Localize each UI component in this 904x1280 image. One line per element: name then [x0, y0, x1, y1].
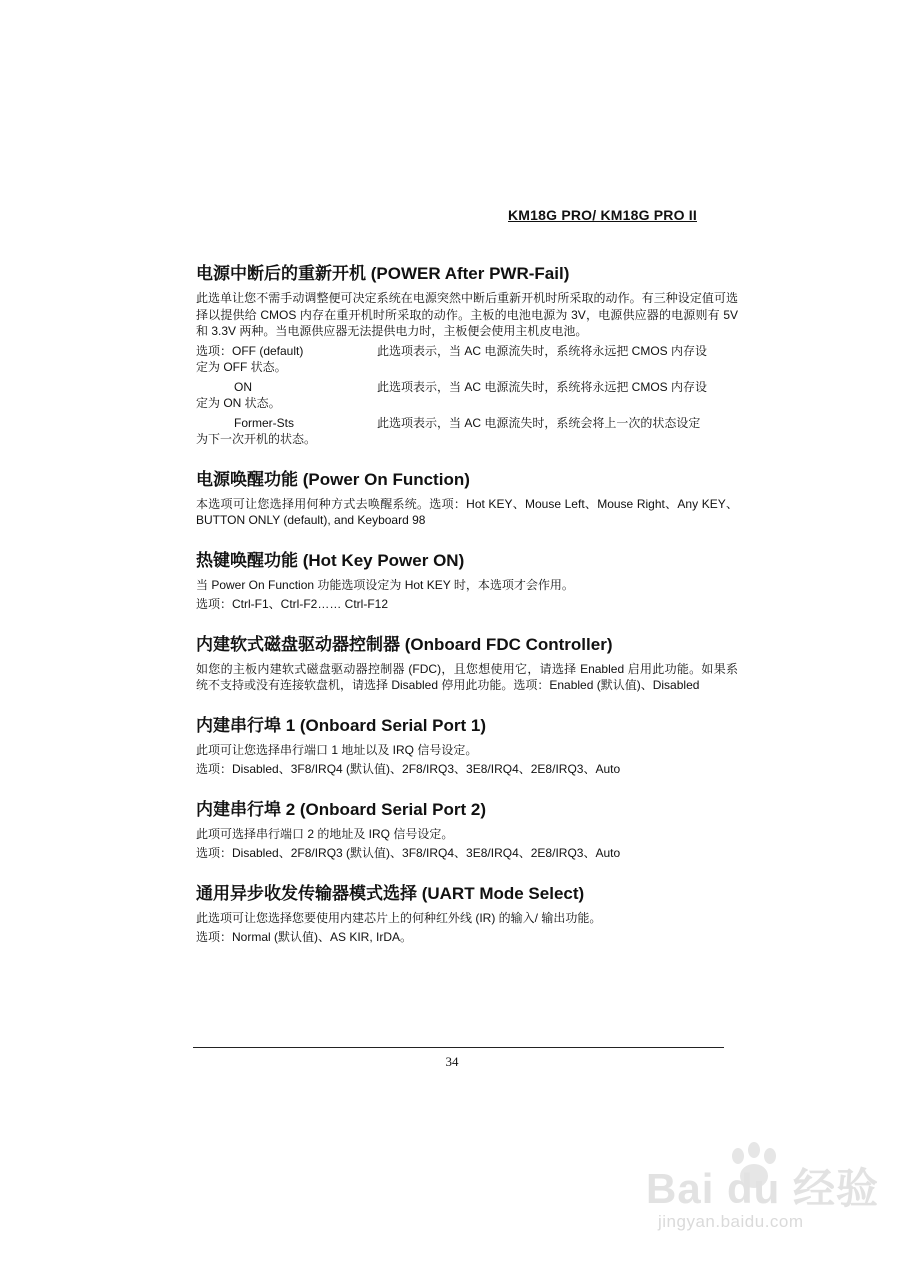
option-description-continued: 定为 OFF 状态。 [196, 360, 287, 374]
section-power-on-function [196, 468, 738, 529]
section-power-after-pwr-fail [196, 262, 738, 448]
section-onboard-serial-port-2 [196, 798, 738, 862]
section-paragraph: 此选单让您不需手动调整便可决定系统在电源突然中断后重新开机时所采取的动作。有三种设定值可选择以提供给 CMOS 内存在重开机时所采取的动作。主板的电池电源为 3V，电源供应器的电源则有 5V 和 3.3V 两种。当电源供应器无法提供电力时，主板便会使用主机皮电池。 [196, 291, 738, 338]
section-heading: 热键唤醒功能 (Hot Key Power ON) [196, 550, 465, 570]
section-uart-mode-select [196, 882, 738, 946]
section-paragraph: 本选项可让您选择用何种方式去唤醒系统。选项：Hot KEY、Mouse Left、Mouse Right、Any KEY、BUTTON ONLY (default), and Keyboard 98 [196, 496, 738, 527]
section-paragraph: 此项可选择串行端口 2 的地址及 IRQ 信号设定。 [196, 826, 454, 841]
section-heading: 内建串行埠 1 (Onboard Serial Port 1) [196, 715, 486, 735]
section-heading: 电源中断后的重新开机 (POWER After PWR-Fail) [196, 264, 570, 283]
option-label: 选项：OFF (default) [196, 343, 304, 358]
section-heading: 电源唤醒功能 (Power On Function) [196, 469, 470, 489]
option-former-sts [196, 415, 738, 448]
page-number: 34 [445, 1054, 459, 1069]
watermark-brand: Bai du 经验 [646, 1165, 880, 1212]
section-heading: 内建串行埠 2 (Onboard Serial Port 2) [196, 799, 486, 819]
option-description: 此选项表示，当 AC 电源流失时，系统将永远把 CMOS 内存设 [377, 379, 708, 394]
footer-divider [193, 1047, 724, 1048]
section-heading: 通用异步收发传输器模式选择 (UART Mode Select) [196, 883, 585, 903]
baidu-jingyan-watermark [640, 1142, 880, 1252]
watermark-url: jingyan.baidu.com [658, 1212, 804, 1231]
section-options-line: 选项：Ctrl-F1、Ctrl-F2…… Ctrl-F12 [196, 597, 388, 611]
section-options-line: 选项：Normal (默认值)、AS KIR, IrDA。 [196, 930, 413, 944]
section-onboard-fdc-controller [196, 633, 738, 694]
section-hot-key-power-on [196, 549, 738, 613]
section-paragraph: 此项可让您选择串行端口 1 地址以及 IRQ 信号设定。 [196, 742, 478, 757]
section-paragraph: 当 Power On Function 功能选项设定为 Hot KEY 时，本选项才会作用。 [196, 577, 574, 592]
option-off [196, 343, 738, 376]
section-paragraph: 如您的主板内建软式磁盘驱动器控制器 (FDC)，且您想使用它，请选择 Enabled 启用此功能。如果系统不支持或没有连接软盘机，请选择 Disabled 停用此功能。选项：Enabled (默认值)、Disabled [196, 661, 738, 692]
document-body [196, 262, 738, 966]
document-header-model: KM18G PRO/ KM18G PRO II [508, 207, 697, 223]
section-options-line: 选项：Disabled、2F8/IRQ3 (默认值)、3F8/IRQ4、3E8/IRQ4、2E8/IRQ3、Auto [196, 846, 621, 860]
option-label: ON [234, 379, 252, 394]
option-description-continued: 为下一次开机的状态。 [196, 432, 317, 446]
option-description-continued: 定为 ON 状态。 [196, 396, 281, 410]
section-paragraph: 此选项可让您选择您要使用内建芯片上的何种红外线 (IR) 的输入/ 输出功能。 [196, 910, 602, 925]
section-options-line: 选项：Disabled、3F8/IRQ4 (默认值)、2F8/IRQ3、3E8/IRQ4、2E8/IRQ3、Auto [196, 762, 621, 776]
option-description: 此选项表示，当 AC 电源流失时，系统将永远把 CMOS 内存设 [377, 343, 708, 358]
option-on [196, 379, 738, 412]
option-label: Former-Sts [234, 415, 294, 430]
option-description: 此选项表示，当 AC 电源流失时，系统会将上一次的状态设定 [377, 415, 701, 430]
section-onboard-serial-port-1 [196, 714, 738, 778]
section-heading: 内建软式磁盘驱动器控制器 (Onboard FDC Controller) [196, 634, 613, 654]
